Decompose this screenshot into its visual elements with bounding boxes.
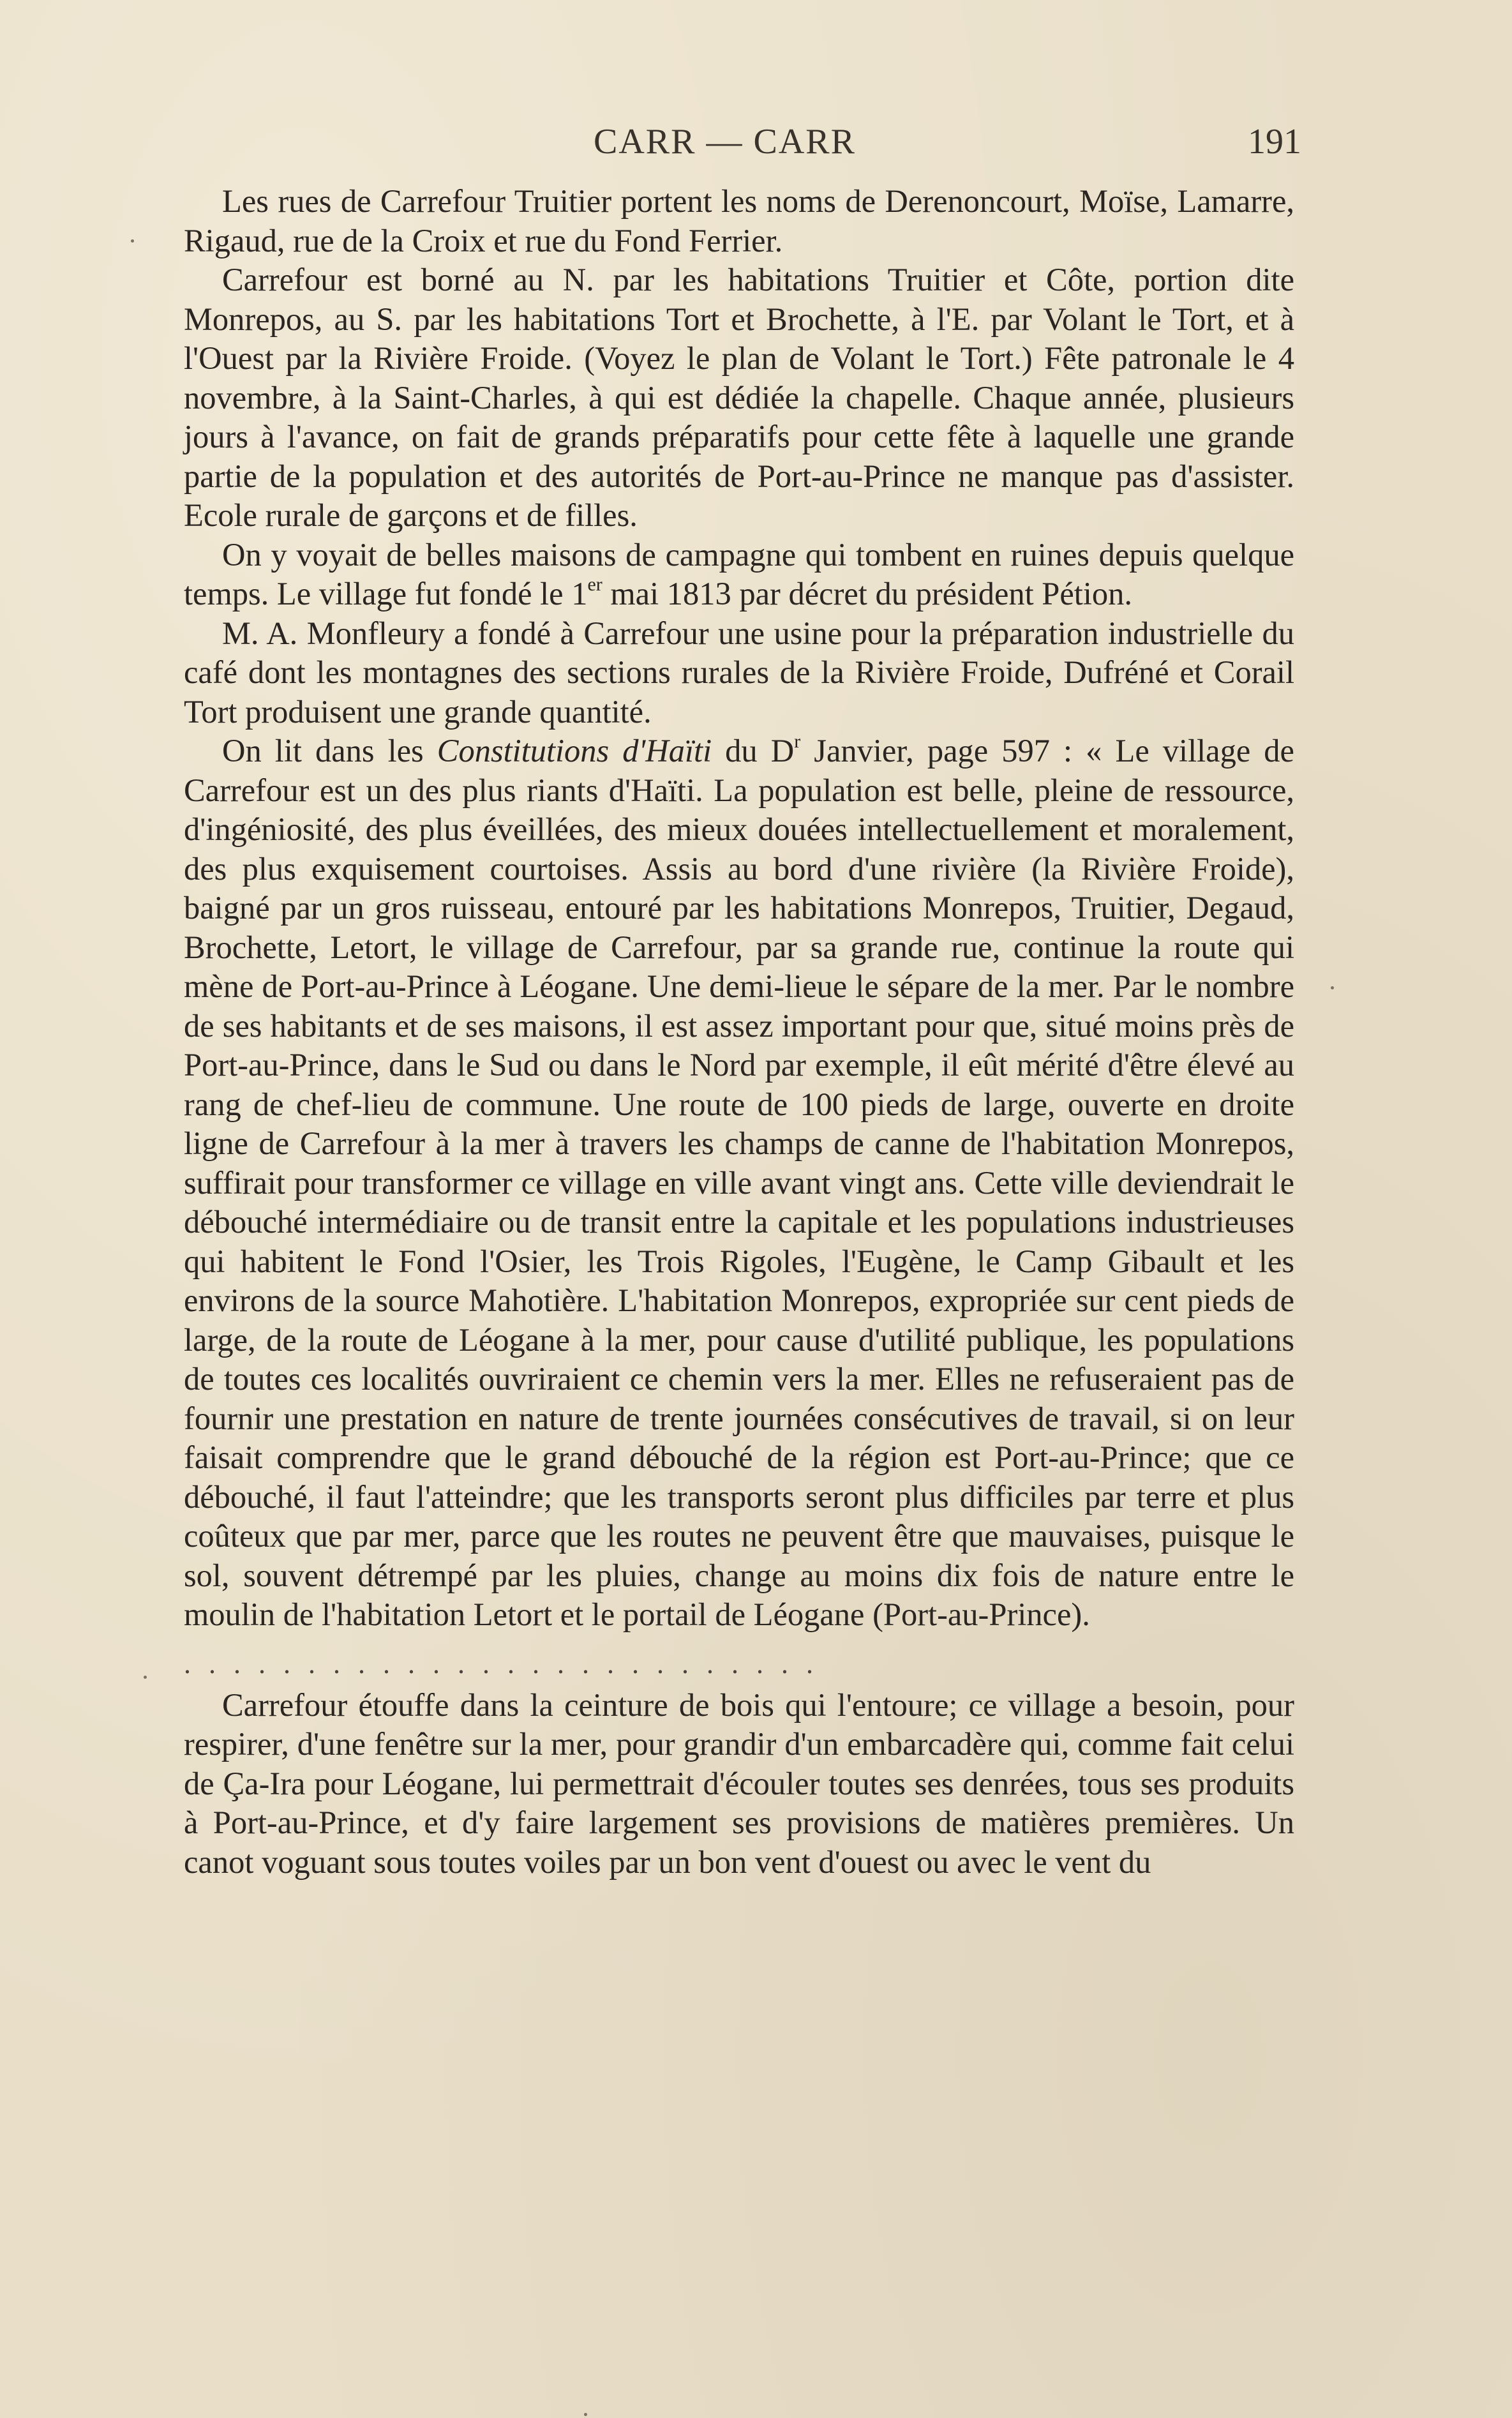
running-title: CARR — CARR	[594, 122, 856, 161]
paragraph-coffee-factory: M. A. Monfleury a fondé à Carrefour une usine pour la préparation industrielle du café dont les montagnes des sections rurales de la Rivière Froide, Dufréné et Corail Tort produisent une grande quantité.	[184, 615, 1294, 730]
paragraph-embarcadere: Carrefour étouffe dans la ceinture de bois qui l'entoure; ce village a besoin, pour respirer, d'une fenêtre sur la mer, pour grandir d'un embarcadère qui, comme fait celui de Ça-Ira pour Léogane, lui permettrait d'écouler toutes ses denrées, tous ses produits à Port-au-Prince, et d'y faire largement ses provisions de matières premières. Un canot voguant sous toutes voiles par un bon vent d'ouest ou avec le vent du	[184, 1686, 1294, 1880]
quote-body: Janvier, page 597 : « Le village de Carrefour est un des plus riants d'Haïti. La population est belle, pleine de ressource, d'ingéniosité, des plus éveillées, des mieux douées intellectuellement et moralement, des plus exquisement courtoises. Assis au bord d'une rivière (la Rivière Froide), baigné par un gros ruisseau, entouré par les habitations Monrepos, Truitier, Degaud, Brochette, Letort, le village de Carrefour, par sa grande rue, continue la route qui mène de Port-au-Prince à Léogane. Une demi-lieue le sépare de la mer. Par le nombre de ses habitants et de ses maisons, il est assez important pour que, situé moins près de Port-au-Prince, dans le Sud ou dans le Nord par exemple, il eût mérité d'être élevé au rang de chef-lieu de commune. Une route de 100 pieds de large, ouverte en droite ligne de Carrefour à la mer à travers les champs de canne de l'habitation Monrepos, suffirait pour transformer ce village en ville avant vingt ans. Cette ville deviendrait le débouché intermédiaire ou de transit entre la capitale et les populations industrieuses qui habitent le Fond l'Osier, les Trois Rigoles, l'Eugène, le Camp Gibault et les environs de la source Mahotière. L'habitation Monrepos, expropriée sur cent pieds de large, de la route de Léogane à la mer, pour cause d'utilité publique, les populations de toutes ces localités ouvriraient ce chemin vers la mer. Elles ne refuseraient pas de fournir une prestation en nature de trente journées consécutives de travail, si on leur faisait comprendre que le grand débouché de la région est Port-au-Prince; que ce débouché, il faut l'atteindre; que les transports seront plus difficiles par terre et plus coûteux que par mer, parce que les routes ne peuvent être que mauvaises, puisque le sol, souvent détrempé par les pluies, change au moins dix fois de nature entre le moulin de l'habitation Letort et le portail de Léogane (Port-au-Prince).	[184, 733, 1294, 1632]
quote-lead: On lit dans les	[222, 733, 437, 769]
ordinal-superscript: er	[587, 574, 603, 595]
paper-speck	[144, 1676, 147, 1679]
page-number: 191	[1248, 122, 1301, 161]
quote-author-prefix: du D	[712, 733, 795, 769]
paragraph-streets: Les rues de Carrefour Truitier portent les noms de Derenoncourt, Moïse, Lamarre, Rigaud, rue de la Croix et rue du Fond Ferrier.	[184, 183, 1294, 259]
paragraph-boundaries: Carrefour est borné au N. par les habitations Truitier et Côte, portion dite Monrepos, au S. par les habitations Tort et Brochette, à l'E. par Volant le Tort, et à l'Ouest par la Rivière Froide. (Voyez le plan de Volant le Tort.) Fête patronale le 4 novembre, à la Saint-Charles, à qui est dédiée la chapelle. Chaque année, plusieurs jours à l'avance, on fait de grands préparatifs pour cette fête à laquelle une grande partie de la population et des autorités de Port-au-Prince ne manque pas d'assister. Ecole rurale de garçons et de filles.	[184, 262, 1294, 533]
paper-speck	[1331, 986, 1334, 989]
body-text	[184, 182, 1294, 1882]
book-title-italic: Constitutions d'Haïti	[437, 733, 712, 769]
paragraph-quotation	[184, 732, 1294, 1635]
running-head	[0, 121, 1512, 172]
village-text-a: On y voyait de belles maisons de campagne qui tombent en ruines depuis quelque temps. Le village fut fondé le 1	[184, 536, 1294, 612]
ellipsis-divider: ..........................	[184, 1651, 831, 1677]
paper-speck	[584, 2413, 587, 2416]
village-text-b: mai 1813 par décret du président Pétion.	[602, 576, 1132, 612]
paper-speck	[131, 239, 134, 243]
paragraph-village-founding	[184, 536, 1294, 614]
doctor-superscript: r	[794, 731, 801, 752]
